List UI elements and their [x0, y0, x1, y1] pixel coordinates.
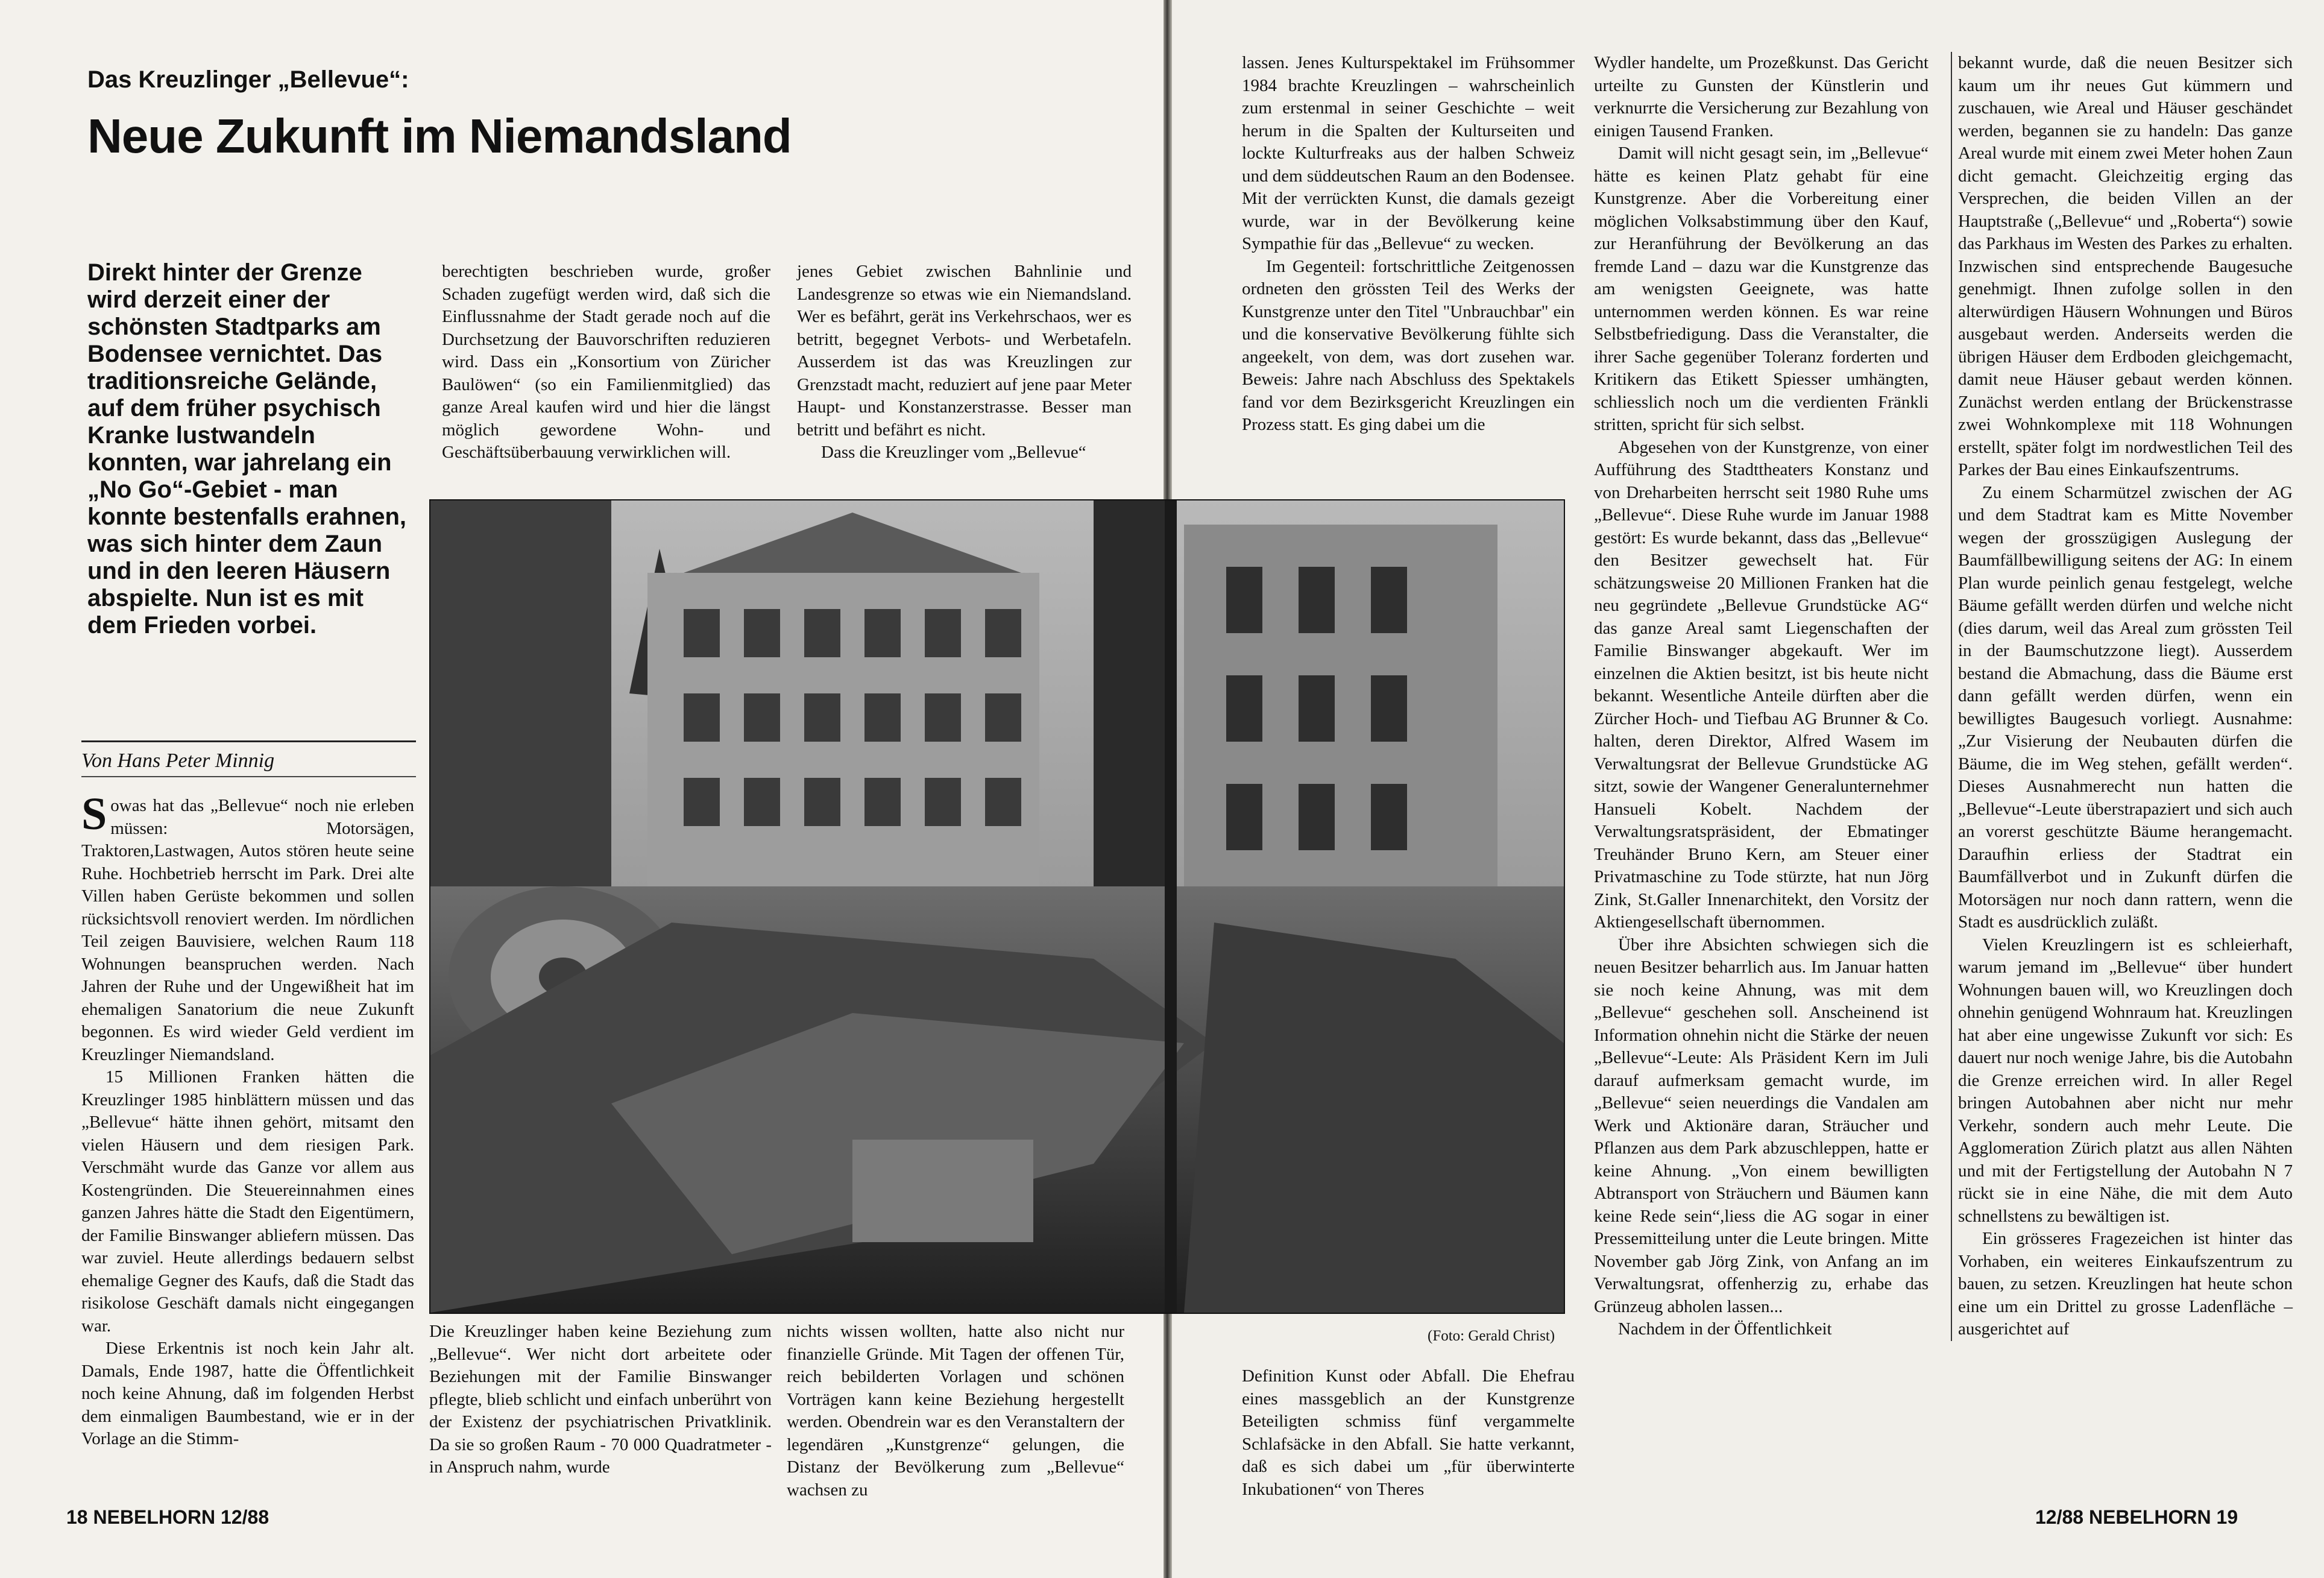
paragraph: Im Gegenteil: fortschrittliche Zeitgenossen ordneten den grössten Teil des Werks der Kunstgrenze unter den Titel "Unbrauchbar" ein und die konservative Bevölkerung fühlte sich angeekelt, von dem, was dort zusehen war. Beweis: Jahre nach Abschluss des Spektakels fand vor dem Bezirksgericht Kreuzlingen ein Prozess statt. Es ging dabei um die — [1242, 256, 1575, 434]
headline: Neue Zukunft im Niemandsland — [87, 109, 792, 163]
paragraph: Dass die Kreuzlinger vom „Bellevue“ — [821, 443, 1086, 462]
paragraph: jenes Gebiet zwischen Bahnlinie und Landesgrenze so etwas wie ein Niemandsland. Wer es befährt, gerät ins Verkehrschaos, wer es betritt, begegnet Verbots- und Werbetafeln. Ausserdem ist das was Kreuzlingen zur Grenzstadt macht, reduziert auf jene paar Meter Haupt- und Konstanzerstrasse. Besser man betritt und befährt es nicht. — [797, 262, 1132, 440]
folio-left: 18 NEBELHORN 12/88 — [66, 1506, 269, 1528]
column-5 — [1594, 52, 1929, 1341]
photo-gutter-shadow — [1165, 500, 1177, 1313]
paragraph: berechtigten beschrieben wurde, großer Schaden zugefügt werden wird, daß sich die Einflussnahme der Stadt gerade noch auf die Durchsetzung der Bauvorschriften reduzieren wird. Dass ein „Konsortium von Züricher Baulöwen“ (so ein Familienmitglied) das ganze Areal kaufen wird und hier die längst möglich gewordene Wohn- und Geschäftsüberbauung verwirklichen will. — [442, 262, 770, 462]
paragraph: Abgesehen von der Kunstgrenze, von einer Aufführung des Stadttheaters Konstanz und von Dreharbeiten herrscht seit 1980 Ruhe ums „Bellevue“. Diese Ruhe wurde im Januar 1988 gestört: Es wurde bekannt, dass das „Bellevue“ den Besitzer gewechselt hat. Für schätzungsweise 20 Millionen Franken hat die neu gegründete „Bellevue Grundstücke AG“ das ganze Areal samt Liegenschaften der Familie Binswanger abgekauft. Wer im einzelnen die Aktien besitzt, ist bis heute nicht bekannt. Wesentliche Anteile dürften aber die Zürcher Hoch- und Tiefbau AG Brunner & Co. halten, deren Direktor, Alfred Wasem im Verwaltungsrat der Bellevue Grundstücke AG sitzt, sowie der Wangener Generalunternehmer Hansueli Kobelt. Nachdem der Verwaltungsratspräsident, der Ebmatinger Treuhänder Bruno Kern, am Steuer einer Privatmaschine zu Tode stürzte, hat nun Jörg Zink, St.Galler Innenarchitekt, den Vorsitz der Aktiengesellschaft übernommen. — [1594, 437, 1929, 932]
photo-credit: (Foto: Gerald Christ) — [1428, 1328, 1555, 1344]
column-1 — [81, 789, 414, 1451]
paragraph: Über ihre Absichten schwiegen sich die neuen Besitzer beharrlich aus. Im Januar hatten sie noch keine Ahnung, was mit dem „Bellevue“ geschehen soll. Anscheinend ist Information ohnehin nicht die Stärke der neuen „Bellevue“-Leute: Als Präsident Kern im Juli darauf aufmerksam gemacht wurde, im „Bellevue“ seien neuerdings die Vandalen am Werk und Aktionäre daran, Sträucher und Pflanzen aus dem Park abzuschleppen, hatte er keine Ahnung. „Von einem bewilligten Abtransport von Sträuchern und Bäumen kann keine Rede sein“,liess die AG sogar in einer Pressemitteilung unter die Leute bringen. Mitte November gab Jörg Zink, von Anfang an im Verwaltungsrat, offenherzig zu, erhabe das Grünzeug abholen lassen... — [1594, 935, 1929, 1316]
paragraph: 15 Millionen Franken hätten die Kreuzlinger 1985 hinblättern müssen und das „Bellevue“ hätte ihnen gehört, mitsamt den vielen Häusern und dem riesigen Park. Verschmäht wurde das Ganze vor allem aus Kostengründen. Die Steuereinnahmen eines ganzen Jahres hätte die Stadt den Eigentümern, der Familie Binswanger abliefern müssen. Das war zuviel. Heute allerdings bedauern selbst ehemalige Gegner des Kaufs, daß die Stadt das risikolose Geschäft damals nicht eingegangen war. — [81, 1067, 414, 1336]
paragraph: Definition Kunst oder Abfall. Die Ehefrau eines massgeblich an der Kunstgrenze Beteiligten schmiss fünf vergammelte Schlafsäcke in den Abfall. Sie hatte verkannt, daß es sich dabei um „für überwinterte Inkubationen“ von Theres — [1242, 1366, 1575, 1499]
column-4-bottom — [1242, 1365, 1575, 1501]
paragraph: Nachdem in der Öffentlichkeit — [1618, 1319, 1832, 1339]
lead-paragraph: Direkt hinter der Grenze wird derzeit einer der schönsten Stadtparks am Bodensee vernichtet. Das traditionsreiche Gelände, auf dem früher psychisch Kranke lustwandeln konnten, war jahrelang ein „No Go“-Gebiet - man konnte bestenfalls erahnen, was sich hinter dem Zaun und in den leeren Häusern abspielte. Nun ist es mit dem Frieden vorbei. — [87, 259, 407, 639]
column-2-bottom — [429, 1321, 772, 1479]
column-4-top — [1242, 52, 1575, 437]
column-6 — [1951, 52, 2293, 1341]
paragraph: bekannt wurde, daß die neuen Besitzer sich kaum um ihr neues Gut kümmern und zuschauen, wie Areal und Häuser geschändet werden, begannen sie zu handeln: Das ganze Areal wurde mit einem zwei Meter hohen Zaun dicht gemacht. Gleichzeitig erging das Versprechen, die beiden Villen an der Hauptstraße („Bellevue“ und „Roberta“) sowie das Parkhaus im Westen des Parkes zu erhalten. Inzwischen sind entsprechende Baugesuche genehmigt. Ihnen zufolge sollen in den alterwürdigen Häusern Wohnungen und Büros ausgebaut werden. Anderseits werden die übrigen Häuser dem Erdboden gleichgemacht, damit neue Häuser gebaut werden können. Zunächst werden entlang der Brückenstrasse zwei Wohnkomplexe mit 118 Wohnungen erstellt, später folgt im nordwestlichen Teil des Parkes der Bau eines Einkaufszentrums. — [1958, 53, 2293, 479]
column-3-top — [797, 260, 1132, 464]
kicker: Das Kreuzlinger „Bellevue“: — [87, 66, 409, 93]
column-2-top — [442, 260, 770, 464]
photo-felled-trees-villa — [429, 499, 1565, 1314]
column-3-bottom — [787, 1321, 1124, 1501]
paragraph: nichts wissen wollten, hatte also nicht nur finanzielle Gründe. Mit Tagen der offenen Tür, reich bebilderten Vorlagen und schönen Vorträgen kann keine Beziehung hergestellt werden. Obendrein war es den Veranstaltern der legendären „Kunstgrenze“ gelungen, die Distanz der Bevölkerung zum „Bellevue“ wachsen zu — [787, 1322, 1124, 1500]
folio-right: 12/88 NEBELHORN 19 — [2035, 1506, 2238, 1528]
paragraph: Damit will nicht gesagt sein, im „Bellevue“ hätte es keinen Platz gehabt für eine Kunstgrenze. Aber die Vorbereitung einer möglichen Volksabstimmung über den Kauf, zur Heranführung der Bevölkerung an das fremde Land – dazu war die Kunstgrenze das am wenigsten Geeignete, was hatte unternommen werden können. Es war reine Selbstbefriedigung. Dass die Veranstalter, die ihrer Sache gegenüber Toleranz forderten und Kritikern das Etikett Spiesser umhängten, schliesslich noch um die verdienten Fränkli stritten, spricht für sich selbst. — [1594, 144, 1929, 434]
paragraph: lassen. Jenes Kulturspektakel im Frühsommer 1984 brachte Kreuzlingen – wahrscheinlich zum erstenmal in seiner Geschichte – weit herum in die Spalten der Kulturseiten und lockte Kulturfreaks aus der halben Schweiz und dem süddeutschen Raum an den Bodensee. Mit der verrückten Kunst, die damals gezeigt wurde, war in der Bevölkerung keine Sympathie für das „Bellevue“ zu wecken. — [1242, 53, 1575, 253]
paragraph: Wydler handelte, um Prozeßkunst. Das Gericht urteilte zu Gunsten der Künstlerin und verknurrte die Versicherung zur Bezahlung von einigen Tausend Franken. — [1594, 53, 1929, 140]
paragraph: Zu einem Scharmützel zwischen der AG und dem Stadtrat kam es Mitte November wegen der grosszügigen Auslegung der Baumfällbewilligung seitens der AG: In einem Plan wurde peinlich genau festgelegt, welche Bäume gefällt werden dürfen und welche nicht (dies darum, weil das Areal zum grössten Teil in der Baumschutzzone liegt). Ausserdem bestand die Abmachung, dass die Bäume erst dann gefällt werden dürfen, wenn ein bewilligtes Baugesuch vorliegt. Ausnahme: „Zur Visierung der Neubauten dürfen die Bäume, die im Weg stehen, gefällt werden“. Dieses Ausnahmerecht nun hatten die „Bellevue“-Leute überstrapaziert und sich auch an vorerst geschützte Bäume herangemacht. Daraufhin erliess der Stadtrat ein Baumfällverbot und in Zukunft dürfen die Motorsägen nur noch dann rattern, wenn die Stadt es ausdrücklich zuläßt. — [1958, 482, 2293, 932]
byline: Von Hans Peter Minnig — [81, 740, 416, 777]
paragraph: Sowas hat das „Bellevue“ noch nie erleben müssen: Motorsägen, Traktoren,Lastwagen, Autos stören heute seine Ruhe. Hochbetrieb herrscht im Park. Drei alte Villen haben Gerüste bekommen und sollen rücksichtsvoll renoviert werden. Im nördlichen Teil zeigen Bauvisiere, welchen Raum 118 Wohnungen beanspruchen werden. Nach Jahren der Ruhe und der Ungewißheit hat im ehemaligen Sanatorium die neue Zukunft begonnen. Es wird wieder Geld verdient im Kreuzlinger Niemandsland. — [81, 789, 414, 1064]
paragraph: Diese Erkentnis ist noch kein Jahr alt. Damals, Ende 1987, hatte die Öffentlichkeit noch keine Ahnung, daß im folgenden Herbst dem einmaligen Baumbestand, wie er in der Vorlage an die Stimm- — [81, 1339, 414, 1448]
paragraph: Ein grösseres Fragezeichen ist hinter das Vorhaben, ein weiteres Einkaufszentrum zu bauen, zu setzen. Kreuzlingen hat heute schon eine um ein Drittel zu grosse Ladenfläche – ausgerichtet auf — [1958, 1229, 2293, 1339]
paragraph: Die Kreuzlinger haben keine Beziehung zum „Bellevue“. Wer nicht dort arbeitete oder Beziehungen mit der Familie Binswanger pflegte, blieb schlicht und einfach unberührt von der Existenz der psychiatrischen Privatklinik. Da sie so großen Raum - 70 000 Quadratmeter - in Anspruch nahm, wurde — [429, 1322, 772, 1477]
photo-illustration — [430, 500, 1564, 1313]
paragraph: Vielen Kreuzlingern ist es schleierhaft, warum jemand im „Bellevue“ über hundert Wohnungen bauen will, wo Kreuzlingen doch ohnehin genügend Wohnraum hat. Kreuzlingen hat aber eine ungewisse Zukunft vor sich: Es dauert nur noch wenige Jahre, bis die Autobahn die Grenze erreichen wird. In aller Regel bringen Autobahnen aber nicht nur mehr Verkehr, sondern auch mehr Leute. Die Agglomeration Zürich platzt aus allen Nähten und mit der Fertigstellung der Autobahn N 7 rückt sie in eine Nähe, die mit dem Auto schnellstens zu bewältigen ist. — [1958, 935, 2293, 1226]
